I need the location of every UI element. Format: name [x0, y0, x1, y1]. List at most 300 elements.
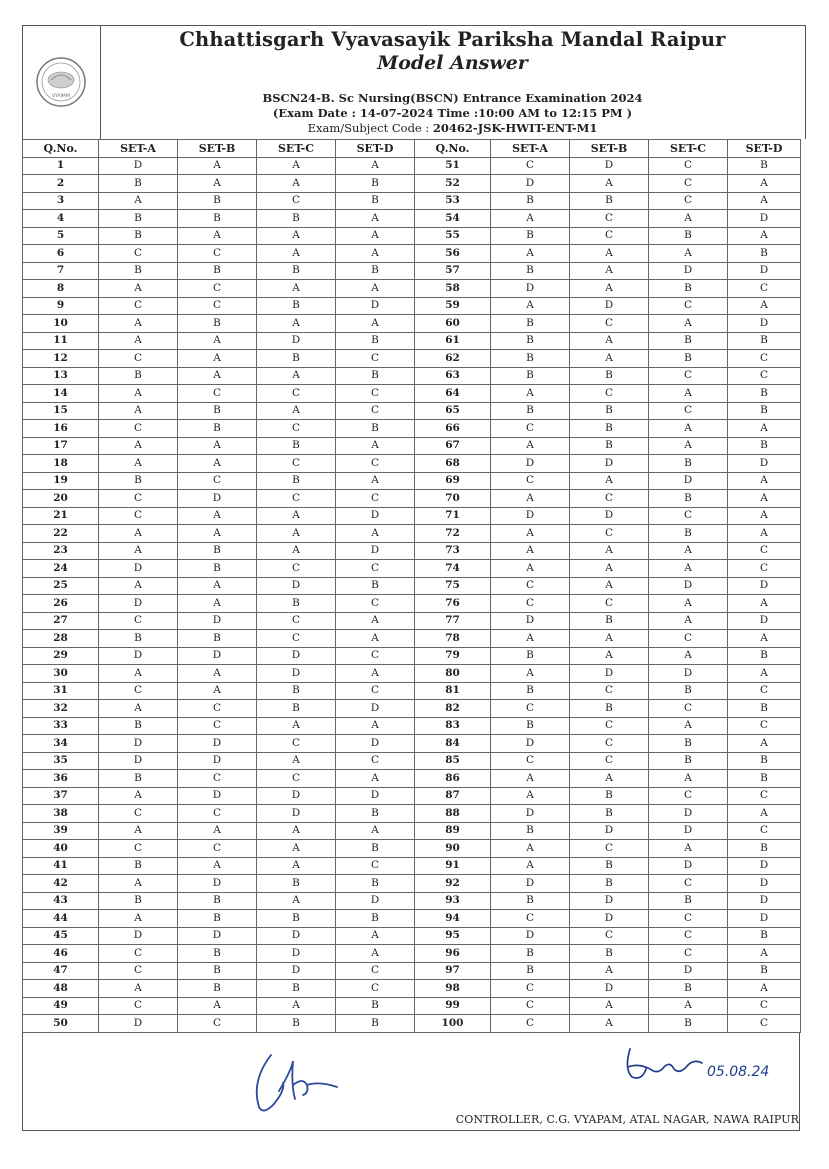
table-header-row: [23, 140, 801, 158]
question-number-cell: 86: [415, 770, 491, 788]
col-header: Q.No.: [415, 140, 491, 158]
question-number-cell: 11: [23, 332, 99, 350]
answer-cell: C: [491, 157, 570, 175]
answer-cell: B: [728, 385, 801, 403]
answer-cell: A: [178, 577, 257, 595]
answer-cell: D: [99, 647, 178, 665]
answer-cell: A: [336, 822, 415, 840]
answer-cell: D: [491, 927, 570, 945]
answer-cell: D: [178, 612, 257, 630]
answer-cell: C: [178, 770, 257, 788]
answer-cell: A: [178, 857, 257, 875]
question-number-cell: 15: [23, 402, 99, 420]
question-number-cell: 51: [415, 157, 491, 175]
answer-cell: B: [257, 472, 336, 490]
answer-cell: D: [570, 157, 649, 175]
answer-cell: B: [99, 175, 178, 193]
answer-cell: C: [99, 612, 178, 630]
answer-cell: C: [99, 840, 178, 858]
question-number-cell: 34: [23, 735, 99, 753]
table-row: [23, 945, 801, 963]
answer-cell: B: [649, 752, 728, 770]
answer-cell: A: [336, 525, 415, 543]
answer-cell: D: [491, 612, 570, 630]
question-number-cell: 2: [23, 175, 99, 193]
answer-cell: A: [649, 612, 728, 630]
answer-cell: C: [570, 227, 649, 245]
answer-cell: C: [336, 560, 415, 578]
answer-cell: C: [728, 682, 801, 700]
answer-cell: C: [570, 210, 649, 228]
answer-cell: B: [257, 682, 336, 700]
answer-cell: B: [570, 192, 649, 210]
answer-cell: D: [570, 980, 649, 998]
answer-cell: A: [336, 927, 415, 945]
question-number-cell: 49: [23, 997, 99, 1015]
answer-cell: A: [257, 892, 336, 910]
answer-cell: B: [257, 875, 336, 893]
question-number-cell: 24: [23, 560, 99, 578]
question-number-cell: 71: [415, 507, 491, 525]
answer-cell: D: [570, 455, 649, 473]
table-row: [23, 612, 801, 630]
answer-cell: A: [491, 770, 570, 788]
question-number-cell: 4: [23, 210, 99, 228]
answer-cell: C: [728, 997, 801, 1015]
table-row: [23, 892, 801, 910]
answer-cell: A: [99, 402, 178, 420]
answer-cell: D: [649, 857, 728, 875]
question-number-cell: 73: [415, 542, 491, 560]
question-number-cell: 30: [23, 665, 99, 683]
answer-cell: D: [728, 455, 801, 473]
table-row: [23, 420, 801, 438]
answer-cell: A: [99, 980, 178, 998]
answer-cell: D: [178, 490, 257, 508]
answer-cell: D: [257, 665, 336, 683]
answer-cell: A: [178, 455, 257, 473]
answer-cell: C: [99, 682, 178, 700]
answer-cell: B: [99, 857, 178, 875]
question-number-cell: 78: [415, 630, 491, 648]
answer-cell: D: [257, 945, 336, 963]
answer-cell: B: [649, 455, 728, 473]
answer-cell: D: [257, 787, 336, 805]
col-header: SET-A: [491, 140, 570, 158]
answer-cell: A: [257, 525, 336, 543]
answer-cell: C: [491, 752, 570, 770]
answer-cell: C: [649, 367, 728, 385]
answer-cell: C: [178, 840, 257, 858]
answer-cell: D: [178, 927, 257, 945]
answer-cell: C: [99, 962, 178, 980]
answer-cell: C: [649, 875, 728, 893]
answer-cell: B: [570, 875, 649, 893]
answer-cell: A: [649, 560, 728, 578]
answer-cell: C: [257, 490, 336, 508]
answer-cell: B: [99, 717, 178, 735]
answer-cell: C: [728, 717, 801, 735]
answer-cell: B: [257, 437, 336, 455]
answer-cell: D: [99, 157, 178, 175]
answer-cell: D: [178, 647, 257, 665]
answer-cell: A: [178, 997, 257, 1015]
answer-cell: C: [336, 682, 415, 700]
answer-cell: C: [570, 385, 649, 403]
answer-cell: A: [491, 787, 570, 805]
table-row: [23, 910, 801, 928]
answer-cell: C: [491, 980, 570, 998]
question-number-cell: 100: [415, 1015, 491, 1033]
document-subtitle: Model Answer: [377, 52, 528, 74]
question-number-cell: 62: [415, 350, 491, 368]
answer-cell: A: [649, 245, 728, 263]
answer-cell: B: [178, 630, 257, 648]
answer-cell: C: [257, 612, 336, 630]
answer-cell: A: [99, 455, 178, 473]
exam-code-label: Exam/Subject Code :: [307, 121, 433, 135]
answer-cell: D: [178, 787, 257, 805]
answer-cell: B: [491, 647, 570, 665]
answer-cell: A: [336, 945, 415, 963]
answer-cell: C: [728, 822, 801, 840]
table-row: [23, 210, 801, 228]
question-number-cell: 48: [23, 980, 99, 998]
answer-cell: C: [178, 245, 257, 263]
question-number-cell: 35: [23, 752, 99, 770]
table-row: [23, 402, 801, 420]
answer-cell: C: [491, 910, 570, 928]
question-number-cell: 36: [23, 770, 99, 788]
question-number-cell: 94: [415, 910, 491, 928]
table-row: [23, 507, 801, 525]
answer-cell: D: [649, 962, 728, 980]
question-number-cell: 55: [415, 227, 491, 245]
answer-cell: C: [728, 350, 801, 368]
answer-cell: B: [336, 262, 415, 280]
table-row: [23, 857, 801, 875]
question-number-cell: 96: [415, 945, 491, 963]
question-number-cell: 68: [415, 455, 491, 473]
answer-cell: A: [99, 875, 178, 893]
answer-cell: C: [491, 577, 570, 595]
table-row: [23, 577, 801, 595]
question-number-cell: 27: [23, 612, 99, 630]
table-row: [23, 315, 801, 333]
answer-cell: C: [570, 595, 649, 613]
answer-cell: D: [570, 507, 649, 525]
answer-cell: C: [178, 1015, 257, 1033]
question-number-cell: 82: [415, 700, 491, 718]
answer-cell: C: [99, 805, 178, 823]
table-row: [23, 525, 801, 543]
answer-cell: C: [570, 315, 649, 333]
question-number-cell: 89: [415, 822, 491, 840]
answer-cell: B: [491, 892, 570, 910]
question-number-cell: 53: [415, 192, 491, 210]
answer-cell: D: [491, 507, 570, 525]
answer-cell: B: [336, 577, 415, 595]
answer-table: [22, 139, 801, 1033]
answer-cell: B: [649, 682, 728, 700]
answer-cell: A: [257, 840, 336, 858]
answer-cell: A: [649, 595, 728, 613]
question-number-cell: 13: [23, 367, 99, 385]
answer-cell: A: [178, 227, 257, 245]
answer-cell: B: [491, 192, 570, 210]
answer-cell: C: [570, 927, 649, 945]
answer-cell: A: [99, 787, 178, 805]
answer-cell: B: [570, 805, 649, 823]
answer-cell: D: [257, 962, 336, 980]
answer-cell: A: [570, 630, 649, 648]
answer-cell: B: [728, 332, 801, 350]
answer-cell: A: [649, 840, 728, 858]
answer-cell: C: [570, 717, 649, 735]
answer-cell: D: [570, 297, 649, 315]
answer-cell: A: [728, 595, 801, 613]
answer-cell: A: [649, 997, 728, 1015]
answer-cell: A: [570, 542, 649, 560]
question-number-cell: 39: [23, 822, 99, 840]
answer-cell: A: [257, 857, 336, 875]
table-row: [23, 175, 801, 193]
signature-date: 05.08.24: [707, 1063, 770, 1080]
answer-cell: D: [649, 805, 728, 823]
answer-cell: D: [728, 612, 801, 630]
answer-cell: C: [178, 297, 257, 315]
answer-cell: C: [178, 385, 257, 403]
answer-cell: B: [99, 472, 178, 490]
answer-cell: C: [257, 630, 336, 648]
answer-cell: A: [178, 157, 257, 175]
table-row: [23, 980, 801, 998]
answer-cell: A: [728, 945, 801, 963]
answer-cell: B: [728, 647, 801, 665]
col-header: SET-C: [257, 140, 336, 158]
answer-cell: B: [649, 892, 728, 910]
table-row: [23, 997, 801, 1015]
controller-label: CONTROLLER, C.G. VYAPAM, ATAL NAGAR, NAWA RAIPUR: [455, 1112, 799, 1126]
answer-cell: A: [99, 525, 178, 543]
answer-cell: B: [178, 420, 257, 438]
answer-cell: B: [649, 280, 728, 298]
answer-cell: B: [178, 192, 257, 210]
logo-box: [23, 26, 101, 139]
answer-cell: C: [99, 490, 178, 508]
answer-cell: A: [257, 717, 336, 735]
answer-cell: B: [570, 367, 649, 385]
answer-cell: C: [649, 787, 728, 805]
answer-cell: D: [336, 507, 415, 525]
answer-cell: A: [649, 717, 728, 735]
answer-cell: D: [257, 647, 336, 665]
answer-cell: B: [728, 157, 801, 175]
answer-cell: B: [336, 875, 415, 893]
answer-cell: C: [491, 595, 570, 613]
answer-cell: B: [570, 945, 649, 963]
answer-cell: D: [728, 875, 801, 893]
question-number-cell: 81: [415, 682, 491, 700]
table-row: [23, 350, 801, 368]
question-number-cell: 54: [415, 210, 491, 228]
answer-cell: A: [649, 420, 728, 438]
answer-cell: B: [257, 595, 336, 613]
answer-cell: B: [491, 227, 570, 245]
answer-cell: C: [728, 542, 801, 560]
answer-cell: B: [178, 210, 257, 228]
board-title: Chhattisgarh Vyavasayik Pariksha Mandal Raipur: [179, 28, 726, 51]
answer-cell: A: [570, 175, 649, 193]
answer-cell: C: [336, 962, 415, 980]
answer-cell: A: [257, 227, 336, 245]
answer-cell: A: [491, 437, 570, 455]
answer-cell: C: [336, 490, 415, 508]
answer-cell: A: [99, 822, 178, 840]
answer-cell: A: [728, 630, 801, 648]
answer-cell: A: [336, 717, 415, 735]
answer-cell: A: [257, 752, 336, 770]
answer-cell: D: [257, 927, 336, 945]
table-row: [23, 455, 801, 473]
answer-cell: C: [728, 1015, 801, 1033]
table-row: [23, 280, 801, 298]
answer-cell: B: [491, 262, 570, 280]
question-number-cell: 16: [23, 420, 99, 438]
answer-cell: A: [491, 245, 570, 263]
answer-cell: B: [570, 857, 649, 875]
col-header: SET-B: [570, 140, 649, 158]
answer-cell: C: [336, 455, 415, 473]
table-row: [23, 560, 801, 578]
answer-cell: A: [649, 542, 728, 560]
col-header: SET-A: [99, 140, 178, 158]
answer-cell: A: [570, 280, 649, 298]
question-number-cell: 74: [415, 560, 491, 578]
answer-cell: A: [99, 542, 178, 560]
answer-cell: B: [99, 262, 178, 280]
answer-cell: A: [178, 350, 257, 368]
table-row: [23, 700, 801, 718]
answer-cell: B: [728, 437, 801, 455]
answer-cell: B: [491, 717, 570, 735]
answer-cell: A: [257, 175, 336, 193]
answer-cell: A: [491, 297, 570, 315]
answer-cell: C: [336, 595, 415, 613]
answer-cell: D: [257, 577, 336, 595]
answer-cell: A: [491, 840, 570, 858]
answer-cell: C: [728, 367, 801, 385]
answer-cell: C: [649, 507, 728, 525]
answer-cell: B: [491, 962, 570, 980]
question-number-cell: 99: [415, 997, 491, 1015]
question-number-cell: 25: [23, 577, 99, 595]
answer-cell: A: [728, 227, 801, 245]
answer-cell: C: [570, 682, 649, 700]
answer-cell: B: [491, 822, 570, 840]
document-header: [22, 25, 806, 139]
answer-cell: D: [336, 297, 415, 315]
answer-cell: B: [336, 420, 415, 438]
answer-cell: C: [649, 402, 728, 420]
answer-cell: A: [336, 315, 415, 333]
answer-cell: A: [570, 332, 649, 350]
question-number-cell: 63: [415, 367, 491, 385]
question-number-cell: 41: [23, 857, 99, 875]
answer-cell: C: [178, 472, 257, 490]
answer-cell: C: [649, 945, 728, 963]
answer-cell: C: [178, 280, 257, 298]
answer-cell: C: [178, 717, 257, 735]
table-row: [23, 262, 801, 280]
question-number-cell: 76: [415, 595, 491, 613]
answer-cell: A: [99, 577, 178, 595]
question-number-cell: 29: [23, 647, 99, 665]
answer-cell: B: [649, 980, 728, 998]
answer-cell: C: [336, 647, 415, 665]
answer-cell: B: [728, 245, 801, 263]
answer-cell: C: [728, 787, 801, 805]
exam-code: [100, 121, 805, 135]
col-header: SET-D: [728, 140, 801, 158]
question-number-cell: 22: [23, 525, 99, 543]
exam-code-value: 20462-JSK-HWIT-ENT-M1: [432, 121, 598, 135]
answer-cell: B: [649, 735, 728, 753]
answer-cell: A: [491, 490, 570, 508]
vyapam-logo-icon: [35, 56, 87, 108]
answer-cell: A: [728, 192, 801, 210]
answer-cell: A: [728, 490, 801, 508]
answer-cell: A: [336, 157, 415, 175]
question-number-cell: 72: [415, 525, 491, 543]
question-number-cell: 3: [23, 192, 99, 210]
question-number-cell: 77: [415, 612, 491, 630]
answer-cell: B: [336, 1015, 415, 1033]
answer-cell: A: [570, 262, 649, 280]
answer-cell: D: [336, 542, 415, 560]
answer-cell: B: [570, 612, 649, 630]
table-row: [23, 227, 801, 245]
answer-cell: B: [99, 630, 178, 648]
answer-cell: D: [178, 752, 257, 770]
answer-cell: A: [178, 682, 257, 700]
table-row: [23, 437, 801, 455]
answer-cell: A: [99, 437, 178, 455]
table-row: [23, 385, 801, 403]
question-number-cell: 93: [415, 892, 491, 910]
answer-cell: B: [491, 367, 570, 385]
question-number-cell: 18: [23, 455, 99, 473]
answer-cell: B: [728, 840, 801, 858]
question-number-cell: 84: [415, 735, 491, 753]
answer-cell: A: [728, 525, 801, 543]
answer-cell: A: [336, 437, 415, 455]
answer-cell: D: [99, 595, 178, 613]
question-number-cell: 12: [23, 350, 99, 368]
table-row: [23, 472, 801, 490]
table-row: [23, 752, 801, 770]
answer-cell: B: [257, 980, 336, 998]
question-number-cell: 70: [415, 490, 491, 508]
answer-cell: A: [728, 665, 801, 683]
table-row: [23, 805, 801, 823]
question-number-cell: 92: [415, 875, 491, 893]
answer-cell: A: [336, 770, 415, 788]
answer-table-body: [23, 157, 801, 1032]
answer-cell: A: [99, 192, 178, 210]
question-number-cell: 40: [23, 840, 99, 858]
answer-cell: A: [728, 175, 801, 193]
